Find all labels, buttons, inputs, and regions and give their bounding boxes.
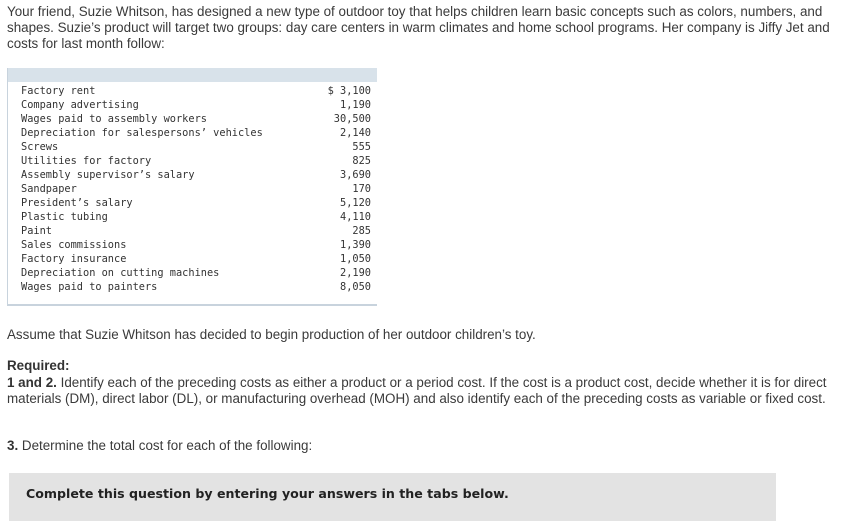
required-heading: Required: bbox=[7, 358, 70, 373]
cost-row bbox=[21, 126, 371, 140]
cost-row bbox=[21, 210, 371, 224]
cost-item: Screws bbox=[21, 141, 59, 153]
cost-amount: 1,190 bbox=[340, 99, 371, 111]
requirement-3 bbox=[7, 438, 312, 454]
instructions-banner bbox=[9, 473, 776, 521]
cost-row bbox=[21, 224, 371, 238]
cost-row bbox=[21, 168, 371, 182]
cost-amount: 170 bbox=[352, 183, 371, 195]
cost-row bbox=[21, 196, 371, 210]
cost-row bbox=[21, 140, 371, 154]
requirement-1-2-label: 1 and 2. bbox=[7, 375, 57, 390]
banner-text: Complete this question by entering your answers in the tabs below. bbox=[26, 486, 509, 501]
cost-item: Sales commissions bbox=[21, 239, 127, 251]
cost-item: President’s salary bbox=[21, 197, 133, 209]
cost-row bbox=[21, 252, 371, 266]
cost-row bbox=[21, 182, 371, 196]
cost-amount: 4,110 bbox=[340, 211, 371, 223]
intro-paragraph: Your friend, Suzie Whitson, has designed a new type of outdoor toy that helps children learn basic concepts such as colors, numbers, and shapes. Suzie’s product will target two groups: day care centers in warm climates and home school programs. Her company is Jiffy Jet and costs for last month follow: bbox=[7, 4, 830, 51]
cost-amount: 285 bbox=[352, 225, 371, 237]
cost-amount: $ 3,100 bbox=[327, 85, 371, 97]
cost-amount: 30,500 bbox=[333, 113, 371, 125]
requirement-3-label: 3. bbox=[7, 438, 19, 453]
cost-item: Factory rent bbox=[21, 85, 96, 97]
cost-row bbox=[21, 280, 371, 294]
cost-item: Plastic tubing bbox=[21, 211, 108, 223]
cost-amount: 1,390 bbox=[340, 239, 371, 251]
cost-item: Sandpaper bbox=[21, 183, 77, 195]
cost-amount: 3,690 bbox=[340, 169, 371, 181]
cost-amount: 8,050 bbox=[340, 281, 371, 293]
assumption-text: Assume that Suzie Whitson has decided to begin production of her outdoor children’s toy. bbox=[7, 327, 536, 342]
cost-item: Depreciation on cutting machines bbox=[21, 267, 220, 279]
cost-row bbox=[21, 154, 371, 168]
cost-amount: 1,050 bbox=[340, 253, 371, 265]
cost-row bbox=[21, 112, 371, 126]
cost-item: Utilities for factory bbox=[21, 155, 152, 167]
cost-item: Depreciation for salespersons’ vehicles bbox=[21, 127, 263, 139]
cost-amount: 825 bbox=[352, 155, 371, 167]
cost-rows bbox=[21, 84, 371, 294]
cost-item: Wages paid to assembly workers bbox=[21, 113, 207, 125]
cost-item: Company advertising bbox=[21, 99, 139, 111]
cost-item: Assembly supervisor’s salary bbox=[21, 169, 195, 181]
cost-row bbox=[21, 266, 371, 280]
cost-table-header bbox=[8, 68, 377, 82]
cost-row bbox=[21, 84, 371, 98]
cost-amount: 5,120 bbox=[340, 197, 371, 209]
cost-item: Paint bbox=[21, 225, 52, 237]
cost-row bbox=[21, 238, 371, 252]
cost-amount: 555 bbox=[352, 141, 371, 153]
cost-amount: 2,140 bbox=[340, 127, 371, 139]
requirement-1-2-text: Identify each of the preceding costs as either a product or a period cost. If the cost is a product cost, decide whether it is for direct materials (DM), direct labor (DL), or manufacturing overhead (MOH) and also identify each of the preceding costs as variable or fixed cost. bbox=[7, 375, 827, 406]
cost-table bbox=[7, 68, 377, 306]
cost-row bbox=[21, 98, 371, 112]
cost-item: Factory insurance bbox=[21, 253, 127, 265]
requirement-3-text: Determine the total cost for each of the following: bbox=[18, 438, 313, 453]
cost-item: Wages paid to painters bbox=[21, 281, 158, 293]
requirement-1-2 bbox=[7, 375, 852, 407]
cost-amount: 2,190 bbox=[340, 267, 371, 279]
